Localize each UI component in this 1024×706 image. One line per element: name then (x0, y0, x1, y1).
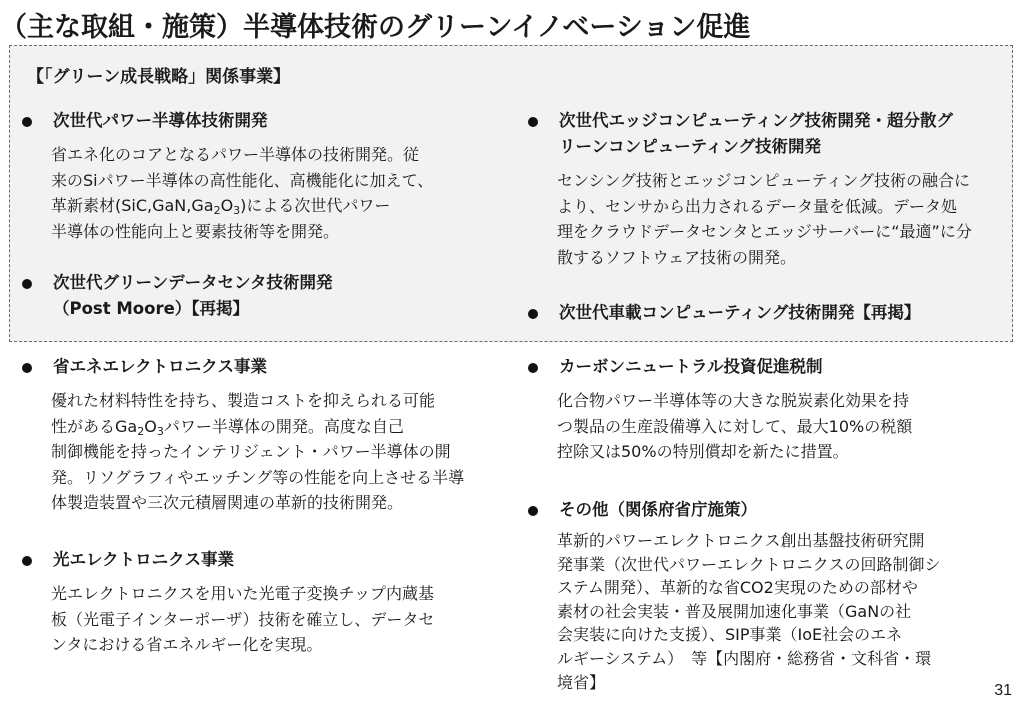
description-line: 光エレクトロニクスを用いた光電子変換チップ内蔵基 (51, 584, 435, 603)
description-line: 半導体の性能向上と要素技術等を開発。 (51, 221, 340, 241)
bullet-icon (528, 363, 538, 373)
description-line: 化合物パワー半導体等の大きな脱炭素化効果を持 (557, 391, 910, 410)
description-line: 板（光電子インターポーザ）技術を確立し、データセ (51, 609, 435, 629)
item-heading: 次世代グリーンデータセンタ技術開発 （Post Moore）【再掲】 (22, 270, 502, 322)
item-heading: 次世代車載コンピューティング技術開発【再掲】 (528, 300, 1008, 326)
description-line: 控除又は50%の特別償却を新たに措置。 (557, 442, 849, 461)
item-description (22, 388, 512, 516)
description-line: 素材の社会実装・普及展開加速化事業（GaNの社 (557, 601, 912, 621)
description-line: つ製品の生産設備導入に対して、最大10%の税額 (557, 416, 913, 436)
description-line: 革新素材$(SiC,GaN,Ga_2O_3)$による次世代パワー (51, 196, 391, 217)
green-strategy-heading: 【「グリーン成長戦略」関係事業】 (27, 67, 291, 87)
bullet-icon (528, 117, 538, 127)
description-line: ルギーシステム） 等【内閣府・総務省・文科省・環 (557, 648, 932, 668)
description-line: 理をクラウドデータセンタとエッジサーバーに“最適”に分 (557, 222, 972, 241)
item-description (22, 142, 502, 244)
description-line: 制御機能を持ったインテリジェント・パワー半導体の開 (51, 442, 451, 461)
description-line: 来のSiパワー半導体の高性能化、高機能化に加えて、 (51, 170, 434, 190)
bullet-icon (22, 556, 32, 566)
item-other-ministries (528, 497, 1008, 694)
item-heading: 光エレクトロニクス事業 (22, 547, 512, 573)
page-number: 31 (994, 682, 1012, 699)
bullet-icon (22, 363, 32, 373)
item-description (528, 529, 1008, 694)
description-line: 革新的パワーエレクトロニクス創出基盤技術研究開 (557, 531, 925, 550)
item-next-gen-power-semiconductor (22, 108, 502, 244)
bullet-icon (22, 117, 32, 127)
item-heading: 次世代パワー半導体技術開発 (22, 108, 502, 134)
description-line: 発事業（次世代パワーエレクトロニクスの回路制御シ (557, 554, 941, 574)
item-photonics (22, 547, 512, 658)
bullet-icon (22, 279, 32, 289)
description-line: より、センサから出力されるデータ量を低減。データ処 (557, 196, 958, 216)
item-carbon-neutral-tax (528, 354, 1008, 465)
item-automotive-computing (528, 300, 1008, 326)
item-energy-saving-electronics (22, 354, 512, 516)
bullet-icon (528, 506, 538, 516)
page-title: （主な取組・施策）半導体技術のグリーンイノベーション促進 (0, 12, 751, 43)
description-line: 省エネ化のコアとなるパワー半導体の技術開発。従 (51, 145, 420, 164)
description-line: センシング技術とエッジコンピューティング技術の融合に (557, 171, 970, 190)
description-line: 発。リソグラフィやエッチング等の性能を向上させる半導 (51, 467, 465, 487)
description-line: 性がある$Ga_2O_3$パワー半導体の開発。高度な自己 (51, 416, 404, 438)
description-line: 優れた材料特性を持ち、製造コストを抑えられる可能 (51, 391, 436, 410)
item-description (22, 581, 512, 658)
item-description (528, 168, 1008, 270)
description-line: 会実装に向けた支援）、SIP事業（IoE社会のエネ (557, 625, 903, 645)
bullet-icon (528, 309, 538, 319)
item-edge-computing (528, 108, 1008, 270)
item-green-datacenter (22, 270, 502, 322)
item-heading: その他（関係府省庁施策） (528, 497, 1008, 523)
description-line: ステム開発）、革新的な省CO2実現のための部材や (557, 578, 918, 598)
description-line: 散するソフトウェア技術の開発。 (557, 247, 797, 267)
description-line: ンタにおける省エネルギー化を実現。 (51, 635, 323, 654)
description-line: 境省】 (557, 672, 606, 692)
item-description (528, 388, 1008, 465)
description-line: 体製造装置や三次元積層関連の革新的技術開発。 (51, 493, 404, 512)
item-heading: 次世代エッジコンピューティング技術開発・超分散グ リーンコンピューティング技術開発 (528, 108, 1008, 160)
item-heading: 省エネエレクトロニクス事業 (22, 354, 512, 380)
item-heading: カーボンニュートラル投資促進税制 (528, 354, 1008, 380)
